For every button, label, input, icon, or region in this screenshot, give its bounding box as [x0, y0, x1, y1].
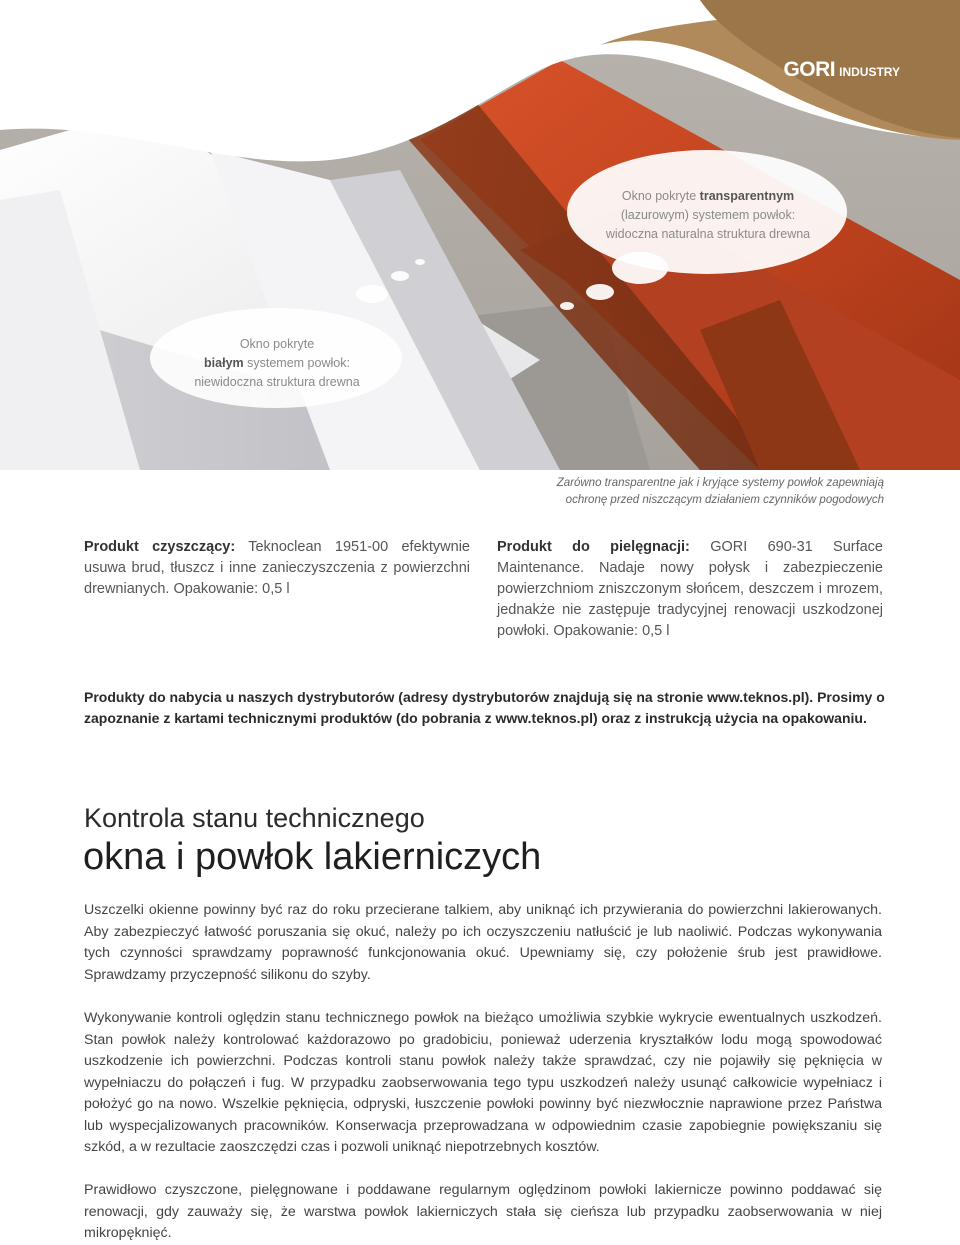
caption-line1: Zarówno transparentne jak i kryjące systemy powłok zapewniają — [556, 477, 884, 489]
distributor-notice: Produkty do nabycia u naszych dystrybutorów (adresy dystrybutorów znajdują się na stronie www.teknos.pl). Prosimy o zapoznanie z kartami technicznymi produktów (do pobrania z www.teknos.pl) oraz z instrukcją użycia na opakowaniu. — [84, 689, 885, 726]
bubble2-rest: systemem powłok: — [243, 356, 350, 370]
brand-name: GORI — [783, 58, 836, 81]
paragraph-seals: Uszczelki okienne powinny być raz do roku przecierane talkiem, aby uniknąć ich przywierania do powierzchni lakierowanych. Aby zabezpieczyć łatwość poruszania się okuć, należy po ich oczyszczeniu natłuścić je lub naoliwić. Podczas wykonywania tych czynności sprawdzamy poprawność funkcjonowania okuć. Upewniamy się, czy położenie śrub jest prawidłowe. Sprawdzamy przyczepność silikonu do szyby. — [84, 902, 882, 983]
bubble1-bold: transparentnym — [699, 189, 795, 203]
brand-logo — [783, 58, 900, 82]
bubble2-line1: Okno pokryte — [239, 337, 315, 351]
section-subtitle: Kontrola stanu technicznego — [84, 803, 425, 833]
bubble1-line3: widoczna naturalna struktura drewna — [605, 227, 811, 241]
product-cleaning — [84, 537, 470, 600]
product-care-label: Produkt do pielęgnacji: — [497, 539, 690, 555]
thought-bubble-transparent — [588, 187, 828, 244]
bubble2-line3: niewidoczna struktura drewna — [194, 375, 360, 389]
product-care-text: GORI 690-31 Surface Maintenance. Nadaje nowy połysk i zabezpieczenie powierzchniom zniszczonym słońcem, deszczem i mrozem, jednakże nie zastępuje tradycyjnej renowacji uszkodzonej powłoki. Opakowanie: 0,5 l — [497, 539, 883, 639]
thought-bubble-white — [164, 335, 390, 392]
product-cleaning-text: Teknoclean 1951-00 efektywnie usuwa brud, tłuszcz i inne zanieczyszczenia z powierzchni drewnianych. Opakowanie: 0,5 l — [84, 539, 470, 597]
bubble1-line2: (lazurowym) systemem powłok: — [620, 208, 796, 222]
bubble1-prefix: Okno pokryte — [621, 189, 700, 203]
section-title: okna i powłok lakierniczych — [83, 836, 542, 878]
caption-line2: ochronę przed niszczącym działaniem czynników pogodowych — [565, 494, 884, 506]
paragraph-inspection: Wykonywanie kontroli oględzin stanu technicznego powłok na bieżąco umożliwia szybkie wykrycie ewentualnych uszkodzeń. Stan powłok należy kontrolować każdorazowo po gradobiciu, ponieważ uderzenia kryształków lodu mogą spowodować uszkodzenie ich powierzchni. Podczas kontroli stanu powłok należy także sprawdzać, czy nie pojawiły się pęknięcia w wypełniaczu do połączeń i fug. W przypadku zaobserwowania tego typu uszkodzeń należy usunąć całkowicie wypełniacz i położyć go na nowo. Wszelkie pęknięcia, odpryski, łuszczenie powłoki powinny być niezwłocznie naprawione przez Państwa lub wyspecjalizowanych pracowników. Konserwacja przeprowadzana w odpowiednim czasie zapobiegnie powiększaniu się szkód, a w rezultacie zaoszczędzi czas i pozwoli uniknąć niepotrzebnych kosztów. — [84, 1010, 882, 1155]
bubble2-bold: białym — [204, 356, 244, 370]
product-care — [497, 537, 883, 642]
image-caption — [424, 475, 884, 509]
paragraph-renovation: Prawidłowo czyszczone, pielęgnowane i poddawane regularnym oględzinom powłoki lakiernicze powinno poddawać się renowacji, gdy zauważy się, że warstwa powłok lakierniczych stała się cieńsza lub przypadku zaobserwowania w niej mikropęknięć. — [84, 1182, 882, 1241]
product-cleaning-label: Produkt czyszczący: — [84, 539, 236, 555]
brand-sub: INDUSTRY — [839, 65, 900, 79]
